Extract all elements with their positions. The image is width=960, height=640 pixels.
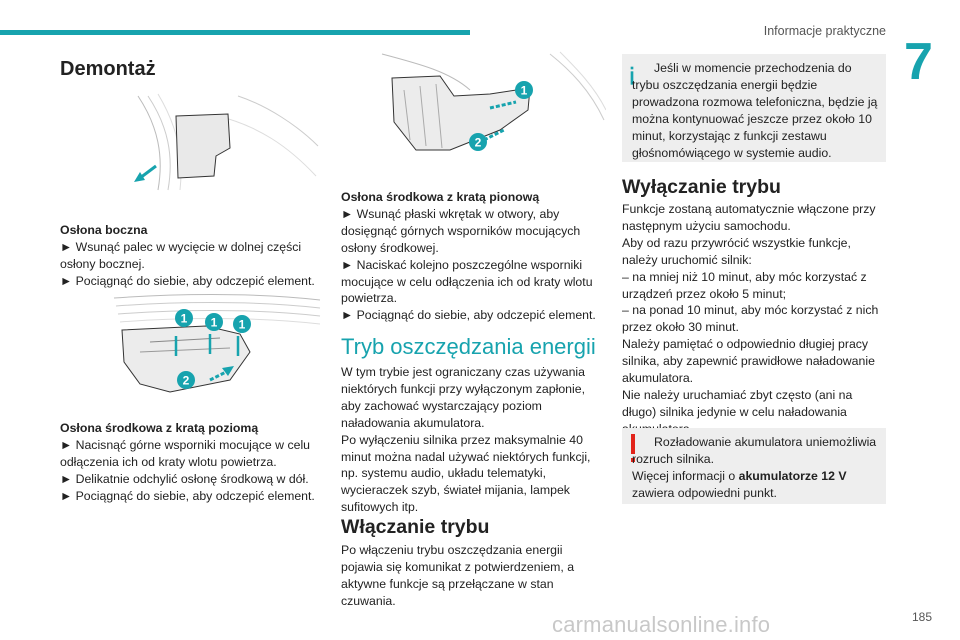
side-cover-illustration bbox=[118, 86, 322, 194]
horizontal-cover-title: Osłona środkowa z kratą poziomą bbox=[60, 421, 259, 435]
callout-1b: 1 bbox=[210, 315, 218, 330]
vertical-cover-step1: ► Wsunąć płaski wkrętak w otwory, aby dosięgnąć górnych wsporników mocujących osłony środkowej. bbox=[341, 206, 581, 255]
horizontal-cover-step2: ► Delikatnie odchylić osłonę środkową w dół. bbox=[60, 471, 309, 486]
callout-2: 2 bbox=[182, 373, 190, 388]
warning-box bbox=[622, 428, 886, 504]
enable-mode-text: Po włączeniu trybu oszczędzania energii pojawia się komunikat z potwierdzeniem, a aktywne funkcje są przełączane w stan czuwania. bbox=[341, 543, 575, 608]
warning-title: Rozładowanie akumulatora uniemożliwia rozruch silnika. bbox=[632, 435, 877, 466]
watermark: carmanualsonline.info bbox=[552, 612, 771, 637]
vertical-cover-title: Osłona środkowa z kratą pionową bbox=[341, 190, 540, 204]
horizontal-grille-illustration bbox=[110, 292, 322, 418]
chapter-number: 7 bbox=[904, 33, 933, 91]
warning-text-post: zawiera odpowiedni punkt. bbox=[632, 485, 777, 500]
energy-mode-text: W tym trybie jest ograniczany czas używania niektórych funkcji przy wyłączonym zapłonie, aby zachować wystarczający poziom naładowania akumulatora. bbox=[341, 365, 585, 430]
callout-1a: 1 bbox=[180, 311, 188, 326]
info-box-text: Jeśli w momencie przechodzenia do trybu oszczędzania energii będzie prowadzona rozmowa telefoniczna, będzie ją można kontynuować jeszcze przez około 10 minut, korzystając z funkcji zestawu głośnomówiącego w systemie audio. bbox=[632, 61, 878, 160]
disable-text-2: Aby od razu przywrócić wszystkie funkcje, należy uruchomić silnik: bbox=[622, 235, 851, 267]
info-box bbox=[622, 54, 886, 162]
disable-list-item-2: – na ponad 10 minut, aby móc korzystać z nich przez około 30 minut. bbox=[622, 303, 879, 335]
side-cover-step2: ► Pociągnąć do siebie, aby odczepić element. bbox=[60, 273, 315, 288]
heading-enable-mode: Włączanie trybu bbox=[341, 516, 490, 538]
warning-text: Więcej informacji o akumulatorze 12 V bbox=[632, 468, 847, 483]
header-accent-bar bbox=[0, 30, 470, 35]
vertical-grille-illustration bbox=[380, 50, 606, 178]
vertical-cover-step3: ► Pociągnąć do siebie, aby odczepić element. bbox=[341, 308, 596, 323]
disable-text-4: Nie należy uruchamiać zbyt często (ani na długo) silnika jedynie w celu naładowania bbox=[622, 387, 853, 419]
callout-1c: 1 bbox=[238, 317, 246, 332]
vertical-callout-2: 2 bbox=[474, 135, 482, 150]
disable-text-3: Należy pamiętać o odpowiednio długiej pracy silnika, aby zapewnić prawidłowe naładowanie akumulatora. bbox=[622, 337, 875, 386]
horizontal-cover-step3: ► Pociągnąć do siebie, aby odczepić element. bbox=[60, 488, 315, 503]
disable-list-item-1: – na mniej niż 10 minut, aby móc korzystać z urządzeń przez około 5 minut; bbox=[622, 269, 867, 301]
heading-energy-mode: Tryb oszczędzania energii bbox=[341, 334, 596, 359]
side-cover-title: Osłona boczna bbox=[60, 223, 148, 237]
heading-demontaz: Demontaż bbox=[60, 58, 156, 80]
section-title: Informacje praktyczne bbox=[763, 24, 886, 38]
vertical-cover-step2: ► Naciskać kolejno poszczególne wsporniki mocujące w celu odłączenia ich od kraty wlotu powietrza. bbox=[341, 257, 593, 306]
side-cover-step1: ► Wsunąć palec w wycięcie w dolnej części osłony bocznej. bbox=[60, 239, 302, 271]
energy-mode-text2: Po wyłączeniu silnika przez maksymalnie 40 minut można nadal używać niektórych funkcji, np. systemu audio, układu telematyki, wycieraczek szyb, świateł mijania, lampek sufitowych itp. bbox=[341, 432, 591, 515]
page-number: 185 bbox=[912, 610, 933, 624]
vertical-callout-1: 1 bbox=[520, 83, 528, 98]
battery-link-text: akumulatorze 12 V bbox=[738, 468, 847, 483]
horizontal-cover-step1: ► Nacisnąć górne wsporniki mocujące w celu odłączenia ich od kraty wlotu powietrza. bbox=[60, 437, 311, 469]
disable-text-1: Funkcje zostaną automatycznie włączone przy następnym użyciu samochodu. bbox=[622, 202, 876, 233]
heading-disable-mode: Wyłączanie trybu bbox=[622, 176, 781, 198]
